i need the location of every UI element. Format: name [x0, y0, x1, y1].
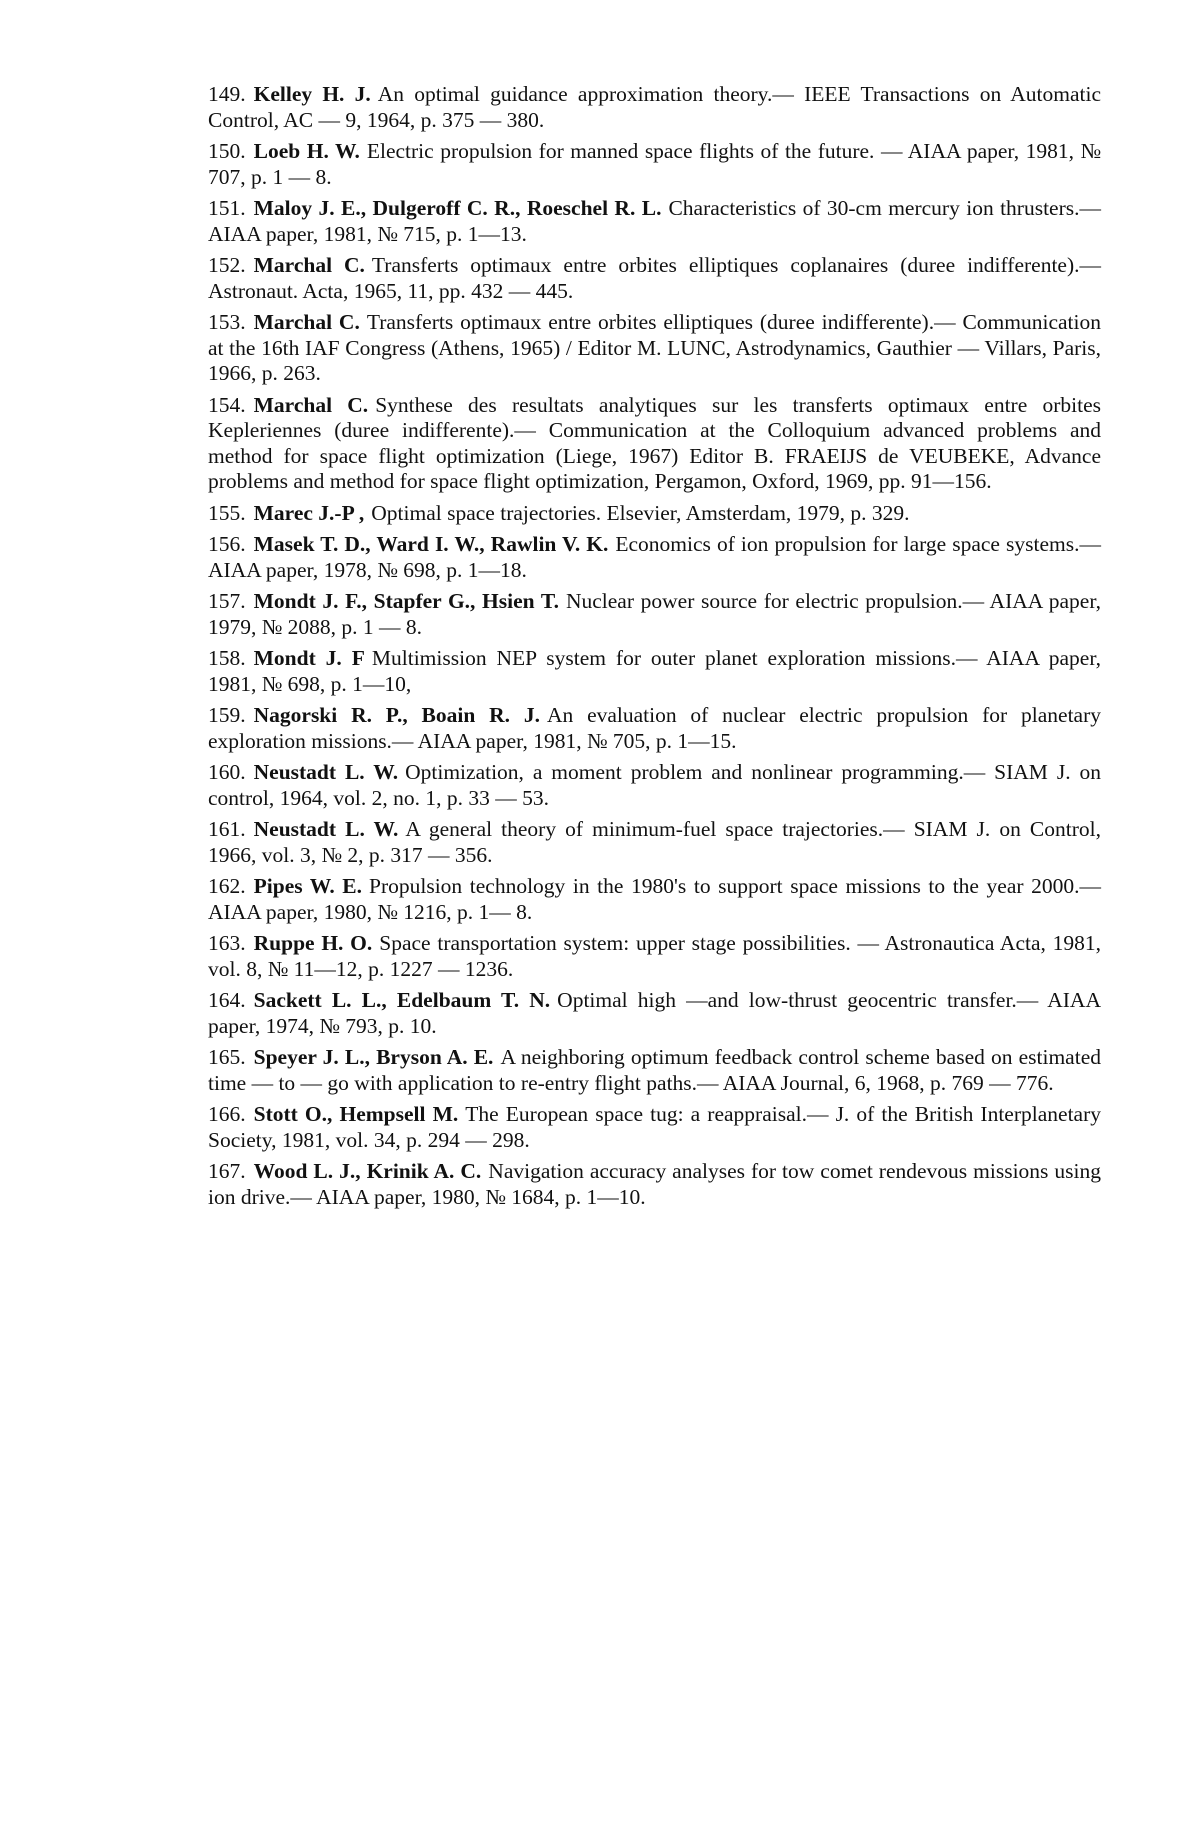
reference-155	[208, 501, 1101, 527]
reference-text: Propulsion technology in the 1980's to support space missions to the year 2000.— AIAA paper, 1980, № 1216, p. 1— 8.	[208, 874, 1102, 924]
reference-authors: Pipes W. E.	[253, 874, 362, 898]
reference-166	[208, 1102, 1101, 1153]
reference-number: 159.	[208, 703, 246, 727]
reference-text: Economics of ion propulsion for large space systems.— AIAA paper, 1978, № 698, p. 1—18.	[208, 532, 1102, 582]
reference-authors: Marec J.-P ,	[253, 500, 365, 525]
reference-authors: Mondt J. F	[253, 646, 365, 670]
reference-167	[208, 1159, 1101, 1210]
reference-authors: Nagorski R. P., Boain R. J.	[253, 703, 540, 727]
reference-157	[208, 589, 1101, 640]
reference-number: 149.	[208, 82, 246, 106]
reference-text: A general theory of minimum-fuel space trajectories.— SIAM J. on Control, 1966, vol. 3, № 2, p. 317 — 356.	[208, 817, 1101, 867]
reference-number: 160.	[208, 760, 246, 784]
reference-authors: Marchal C.	[253, 253, 365, 277]
reference-number: 151.	[208, 196, 246, 220]
reference-authors: Neustadt L. W.	[253, 760, 399, 784]
reference-152	[208, 253, 1101, 304]
reference-160	[208, 760, 1101, 811]
reference-number: 166.	[208, 1102, 246, 1126]
reference-162	[208, 874, 1101, 925]
reference-number: 163.	[208, 931, 246, 955]
reference-165	[208, 1045, 1101, 1096]
reference-text: Synthese des resultats analytiques sur les transferts optimaux entre orbites Kepleriennes (duree indifferente).— Communication at the Colloquium advanced problems and method for space flight optimization (Liege, 1967) Editor B. FRAEIJS de VEUBEKE, Advance problems and method for space flight optimization, Pergamon, Oxford, 1969, pp. 91—156.	[208, 392, 1101, 493]
reference-number: 167.	[208, 1159, 246, 1183]
reference-text: Space transportation system: upper stage possibilities. — Astronautica Acta, 1981, vol. 8, № 11—12, p. 1227 — 1236.	[208, 931, 1102, 981]
reference-authors: Neustadt L. W.	[253, 817, 399, 841]
reference-text: Transferts optimaux entre orbites elliptiques (duree indifferente).— Communication at the 16th IAF Congress (Athens, 1965) / Editor M. LUNC, Astrodynamics, Gauthier — Villars, Paris, 1966, p. 263.	[208, 310, 1101, 385]
reference-156	[208, 532, 1101, 583]
reference-number: 153.	[208, 310, 246, 334]
reference-text: An optimal guidance approximation theory.— IEEE Transactions on Automatic Control, AC — 9, 1964, p. 375 — 380.	[208, 82, 1101, 132]
reference-154	[208, 393, 1101, 495]
reference-authors: Wood L. J., Krinik A. C.	[253, 1159, 482, 1183]
reference-text: The European space tug: a reappraisal.— J. of the British Interplanetary Society, 1981, vol. 34, p. 294 — 298.	[208, 1102, 1101, 1152]
reference-text: Electric propulsion for manned space flights of the future. — AIAA paper, 1981, № 707, p. 1 — 8.	[208, 139, 1101, 189]
reference-authors: Ruppe H. O.	[253, 931, 373, 955]
reference-150	[208, 139, 1101, 190]
reference-authors: Stott O., Hempsell M.	[253, 1102, 459, 1126]
reference-authors: Speyer J. L., Bryson A. E.	[253, 1045, 494, 1069]
reference-number: 158.	[208, 646, 246, 670]
reference-149	[208, 82, 1101, 133]
reference-number: 157.	[208, 589, 246, 613]
reference-authors: Mondt J. F., Stapfer G., Hsien T.	[253, 589, 559, 613]
reference-number: 156.	[208, 532, 246, 556]
reference-text: Multimission NEP system for outer planet exploration missions.— AIAA paper, 1981, № 698, p. 1—10,	[208, 646, 1101, 696]
reference-authors: Sackett L. L., Edelbaum T. N.	[253, 988, 551, 1012]
reference-number: 164.	[208, 988, 246, 1012]
reference-164	[208, 988, 1101, 1039]
reference-authors: Maloy J. E., Dulgeroff C. R., Roeschel R. L.	[253, 196, 662, 220]
reference-number: 154.	[208, 392, 246, 417]
reference-151	[208, 196, 1101, 247]
reference-158	[208, 646, 1101, 697]
reference-text: Optimal high —and low-thrust geocentric transfer.— AIAA paper, 1974, № 793, p. 10.	[208, 988, 1101, 1038]
reference-list	[208, 82, 1101, 1216]
reference-text: Nuclear power source for electric propulsion.— AIAA paper, 1979, № 2088, p. 1 — 8.	[208, 589, 1101, 639]
reference-text: Optimal space trajectories. Elsevier, Amsterdam, 1979, p. 329.	[371, 500, 910, 525]
reference-159	[208, 703, 1101, 754]
reference-authors: Masek T. D., Ward I. W., Rawlin V. K.	[253, 532, 609, 556]
reference-text: Transferts optimaux entre orbites elliptiques coplanaires (duree indifferente).—Astronaut. Acta, 1965, 11, pp. 432 — 445.	[208, 253, 1101, 303]
reference-text: Navigation accuracy analyses for tow comet rendevous missions using ion drive.— AIAA paper, 1980, № 1684, p. 1—10.	[208, 1159, 1101, 1209]
reference-number: 155.	[208, 500, 246, 525]
reference-authors: Marchal C.	[253, 392, 369, 417]
reference-text: Optimization, a moment problem and nonlinear programming.— SIAM J. on control, 1964, vol. 2, no. 1, p. 33 — 53.	[208, 760, 1101, 810]
reference-authors: Loeb H. W.	[253, 139, 360, 163]
reference-number: 162.	[208, 874, 246, 898]
reference-number: 161.	[208, 817, 246, 841]
reference-number: 165.	[208, 1045, 246, 1069]
reference-number: 150.	[208, 139, 246, 163]
reference-number: 152.	[208, 253, 246, 277]
reference-161	[208, 817, 1101, 868]
reference-text: An evaluation of nuclear electric propulsion for planetary exploration missions.— AIAA paper, 1981, № 705, p. 1—15.	[208, 703, 1101, 753]
reference-163	[208, 931, 1101, 982]
reference-text: A neighboring optimum feedback control scheme based on estimated time — to — go with application to re-entry flight paths.— AIAA Journal, 6, 1968, p. 769 — 776.	[208, 1045, 1101, 1095]
reference-authors: Kelley H. J.	[253, 82, 371, 106]
reference-text: Characteristics of 30-cm mercury ion thrusters.— AIAA paper, 1981, № 715, p. 1—13.	[208, 196, 1102, 246]
reference-153	[208, 310, 1101, 387]
reference-authors: Marchal C.	[253, 310, 360, 334]
